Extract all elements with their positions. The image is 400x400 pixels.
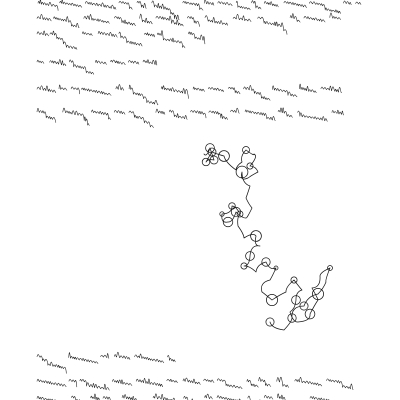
handwritten-word bbox=[193, 87, 205, 92]
handwritten-word bbox=[204, 0, 214, 5]
handwritten-word bbox=[231, 108, 240, 113]
handwritten-word bbox=[264, 395, 273, 399]
handwritten-word bbox=[96, 60, 107, 64]
handwritten-word bbox=[37, 108, 56, 122]
handwritten-word bbox=[116, 84, 124, 90]
handwritten-word bbox=[153, 394, 179, 400]
handwritten-word bbox=[229, 87, 241, 94]
handwritten-word bbox=[247, 380, 259, 388]
handwritten-word bbox=[284, 1, 307, 7]
handwritten-word bbox=[119, 32, 142, 46]
handwritten-word bbox=[137, 1, 146, 8]
handwritten-line bbox=[37, 31, 205, 50]
handwritten-word bbox=[290, 13, 300, 22]
handwritten-word bbox=[60, 0, 82, 7]
handwritten-word bbox=[143, 60, 157, 65]
handwritten-word bbox=[272, 86, 297, 97]
handwritten-word bbox=[183, 1, 203, 10]
handwritten-word bbox=[80, 379, 110, 390]
scribble-drawing bbox=[202, 144, 332, 330]
handwritten-word bbox=[258, 17, 287, 34]
handwritten-word bbox=[140, 14, 153, 24]
handwritten-word bbox=[37, 31, 49, 36]
handwritten-word bbox=[37, 379, 66, 387]
handwritten-word bbox=[129, 85, 158, 105]
scribble-path bbox=[202, 144, 332, 330]
handwritten-word bbox=[92, 110, 111, 120]
handwritten-word bbox=[252, 1, 262, 9]
handwritten-word bbox=[101, 353, 109, 358]
handwritten-word bbox=[69, 60, 94, 74]
handwritten-line bbox=[38, 0, 361, 20]
handwritten-word bbox=[111, 60, 126, 65]
handwritten-word bbox=[300, 84, 317, 93]
handwritten-word bbox=[38, 0, 58, 11]
handwritten-word bbox=[209, 111, 228, 120]
handwritten-word bbox=[168, 355, 176, 362]
handwritten-word bbox=[129, 111, 154, 127]
handwritten-word bbox=[37, 14, 51, 21]
handwritten-word bbox=[310, 397, 333, 400]
handwritten-word bbox=[330, 13, 341, 20]
handwritten-word bbox=[208, 88, 223, 92]
handwritten-text-block bbox=[37, 0, 361, 400]
handwritten-word bbox=[128, 61, 139, 65]
handwritten-line bbox=[37, 84, 342, 105]
handwritten-word bbox=[161, 86, 188, 99]
handwritten-word bbox=[189, 32, 205, 44]
handwritten-word bbox=[259, 377, 271, 386]
handwritten-word bbox=[295, 377, 322, 386]
handwritten-line bbox=[37, 394, 333, 400]
handwritten-word bbox=[217, 396, 247, 400]
handwritten-word bbox=[135, 354, 164, 363]
handwritten-word bbox=[156, 16, 183, 26]
handwritten-word bbox=[63, 108, 89, 126]
handwritten-word bbox=[114, 110, 125, 114]
handwritten-word bbox=[144, 33, 154, 37]
handwritten-word bbox=[136, 378, 163, 386]
handwritten-word bbox=[152, 1, 179, 20]
handwritten-word bbox=[72, 396, 86, 400]
handwritten-word bbox=[156, 109, 165, 114]
handwritten-word bbox=[122, 395, 150, 400]
handwritten-word bbox=[184, 396, 202, 400]
handwritten-word bbox=[37, 60, 44, 63]
handwritten-word bbox=[278, 108, 292, 118]
handwritten-word bbox=[112, 379, 131, 385]
handwritten-word bbox=[82, 88, 112, 95]
handwritten-word bbox=[50, 60, 66, 66]
handwritten-word bbox=[115, 16, 136, 25]
handwritten-word bbox=[356, 2, 361, 4]
handwritten-word bbox=[169, 110, 187, 119]
handwritten-word bbox=[277, 394, 308, 400]
handwritten-word bbox=[321, 86, 342, 93]
handwritten-line bbox=[37, 108, 344, 128]
handwritten-word bbox=[37, 355, 66, 374]
handwritten-word bbox=[37, 86, 56, 93]
handwritten-word bbox=[59, 85, 67, 90]
handwritten-word bbox=[84, 14, 110, 23]
handwritten-word bbox=[304, 16, 325, 22]
handwritten-word bbox=[204, 379, 214, 382]
handwritten-word bbox=[218, 1, 232, 5]
handwritten-word bbox=[69, 379, 77, 386]
handwritten-word bbox=[217, 379, 242, 389]
handwritten-word bbox=[183, 378, 200, 384]
handwritten-word bbox=[114, 352, 130, 359]
handwritten-word bbox=[119, 1, 132, 9]
handwritten-word bbox=[248, 396, 261, 400]
handwritten-word bbox=[167, 379, 178, 382]
handwritten-word bbox=[309, 2, 340, 14]
handwritten-word bbox=[103, 397, 119, 400]
handwritten-word bbox=[98, 31, 117, 37]
handwritten-word bbox=[277, 377, 289, 387]
handwritten-word bbox=[91, 394, 100, 400]
handwritten-word bbox=[82, 32, 92, 36]
handwritten-word bbox=[205, 394, 213, 399]
handwritten-word bbox=[264, 2, 278, 7]
handwritten-word bbox=[157, 31, 185, 48]
handwritten-word bbox=[244, 85, 271, 100]
handwritten-word bbox=[37, 396, 66, 400]
handwritten-word bbox=[71, 87, 80, 94]
handwritten-word bbox=[344, 1, 352, 5]
handwritten-word bbox=[205, 16, 228, 26]
handwritten-word bbox=[85, 2, 116, 10]
handwritten-word bbox=[332, 110, 344, 115]
handwritten-word bbox=[187, 17, 199, 27]
handwritten-word bbox=[69, 353, 98, 364]
handwritten-word bbox=[54, 17, 79, 28]
handwritten-line bbox=[37, 352, 175, 373]
handwritten-word bbox=[50, 31, 77, 49]
handwritten-line bbox=[37, 377, 353, 390]
handwritten-word bbox=[233, 14, 251, 21]
handwritten-word bbox=[191, 110, 206, 117]
handwritten-word bbox=[298, 111, 328, 121]
handwritten-word bbox=[236, 1, 250, 10]
handwritten-word bbox=[327, 379, 354, 390]
handwritten-line bbox=[37, 13, 341, 34]
handwritten-line bbox=[37, 60, 157, 75]
handwritten-word bbox=[245, 110, 275, 121]
